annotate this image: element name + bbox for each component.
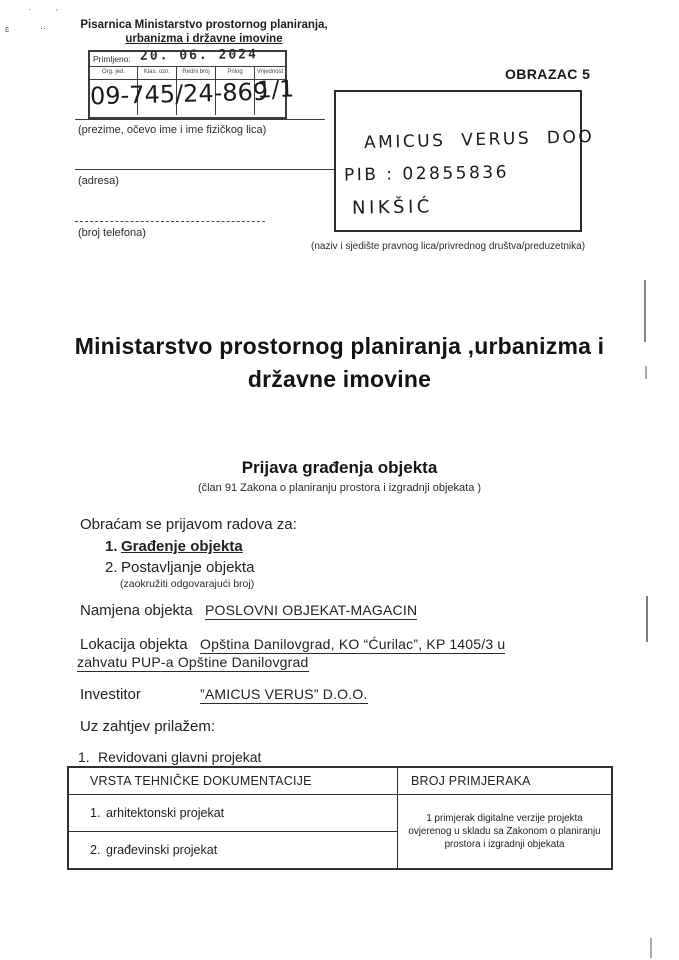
subject-legal-basis: (član 91 Zakona o planiranju prostora i izgradnji objekata ) — [197, 482, 482, 494]
scan-artifact-line — [645, 366, 647, 379]
documentation-table-header — [69, 768, 611, 795]
option-postavljanje-objekta — [105, 559, 254, 576]
stamp-col-org-jed: Org. jed. — [90, 67, 138, 79]
name-fill-line — [75, 119, 325, 120]
attachment-item-1 — [78, 749, 261, 765]
stamp-col-redni-broj: Redni broj — [177, 67, 216, 79]
stamp-col-klas-ozn: Klas. ozn. — [138, 67, 177, 79]
table-row-gradjevinski: 2. građevinski projekat — [90, 843, 218, 857]
scan-artifact-line — [644, 280, 646, 342]
scan-speck: ʼ — [56, 8, 58, 18]
attachment-item-label: Revidovani glavni projekat — [98, 749, 262, 765]
phone-fill-line — [75, 221, 265, 222]
location-value-line2: zahvatu PUP-a Opštine Danilovgrad — [77, 654, 309, 670]
phone-line-label: (broj telefona) — [78, 227, 146, 239]
option-1-number: 1. — [105, 538, 118, 555]
stamp-office-line1: Pisarnica Ministarstvo prostornog planiranja, — [80, 19, 328, 31]
col-header-broj-primjeraka: BROJ PRIMJERAKA — [411, 774, 531, 788]
entity-box-caption: (naziv i sjedište pravnog lica/privrednog društva/preduzetnika) — [311, 241, 586, 252]
option-2-number: 2. — [105, 559, 118, 576]
form-code: OBRAZAC 5 — [505, 66, 591, 82]
scan-speck: ɛ — [5, 24, 10, 34]
location-label: Lokacija objekta — [80, 636, 188, 653]
ministry-title-line1: Ministarstvo prostornog planiranja ,urbanizma i — [74, 333, 605, 359]
purpose-value: POSLOVNI OBJEKAT-MAGACIN — [205, 602, 418, 618]
scan-artifact-line — [646, 596, 648, 642]
documentation-table-body — [69, 795, 611, 868]
option-1-label: Građenje objekta — [121, 538, 243, 555]
entity-name-box — [334, 90, 595, 232]
address-fill-line — [75, 169, 334, 170]
investor-value: ”AMICUS VERUS” D.O.O. — [200, 686, 368, 702]
stamp-col-prilog: Prilog — [216, 67, 255, 79]
case-number-handwritten: 09-745/24-869 — [89, 77, 269, 111]
ministry-title-line2: državne imovine — [247, 366, 432, 392]
attachments-intro: Uz zahtjev prilažem: — [80, 718, 216, 735]
address-line-label: (adresa) — [78, 175, 119, 187]
request-intro: Obraćam se prijavom radova za: — [80, 516, 297, 533]
circle-number-note: (zaokružiti odgovarajući broj) — [120, 578, 255, 590]
subject-heading: Prijava građenja objekta — [241, 458, 438, 477]
row-2-label: građevinski projekat — [106, 843, 218, 857]
received-date-stamp: 20. 06. 2024 — [139, 47, 259, 64]
attachment-item-number: 1. — [78, 749, 90, 765]
copies-note-cell: 1 primjerak digitalne verzije projekta ovjerenog u skladu sa Zakonom o planiranju prostora i izgradnji objekata — [408, 813, 601, 850]
option-2-label: Postavljanje objekta — [121, 559, 255, 576]
attachment-count-handwritten: 1/1 — [256, 76, 295, 104]
entity-pib-handwritten: PIB : 02855836 — [343, 162, 510, 186]
purpose-label: Namjena objekta — [80, 602, 193, 619]
registry-stamp-office-title — [70, 18, 338, 46]
documentation-table — [67, 766, 613, 870]
scan-artifact-line — [650, 938, 652, 958]
scan-speck: ·· — [40, 23, 46, 33]
stamp-office-line2: urbanizma i državne imovine — [125, 33, 283, 45]
name-line-label: (prezime, očevo ime i ime fizičkog lica) — [78, 124, 267, 136]
ministry-title — [0, 330, 679, 396]
received-label: Primljeno: — [93, 54, 131, 64]
entity-city-handwritten: NIKŠIĆ — [351, 196, 434, 219]
row-1-label: arhitektonski projekat — [106, 806, 225, 820]
investor-label: Investitor — [80, 686, 141, 703]
option-gradjenje-objekta — [105, 538, 243, 555]
entity-name-handwritten: AMICUS VERUS DOO — [363, 126, 595, 154]
location-value-line1: Opština Danilovgrad, KO “Ćurilac”, KP 1405/3 u — [200, 636, 506, 652]
table-row-arhitektonski: 1. arhitektonski projekat — [69, 795, 397, 832]
col-header-vrsta: VRSTA TEHNIČKE DOKUMENTACIJE — [69, 768, 398, 794]
stamp-col-vrijednost: Vrijednost — [256, 69, 284, 75]
scan-speck: · — [28, 4, 31, 14]
documentation-types-column — [69, 795, 398, 868]
